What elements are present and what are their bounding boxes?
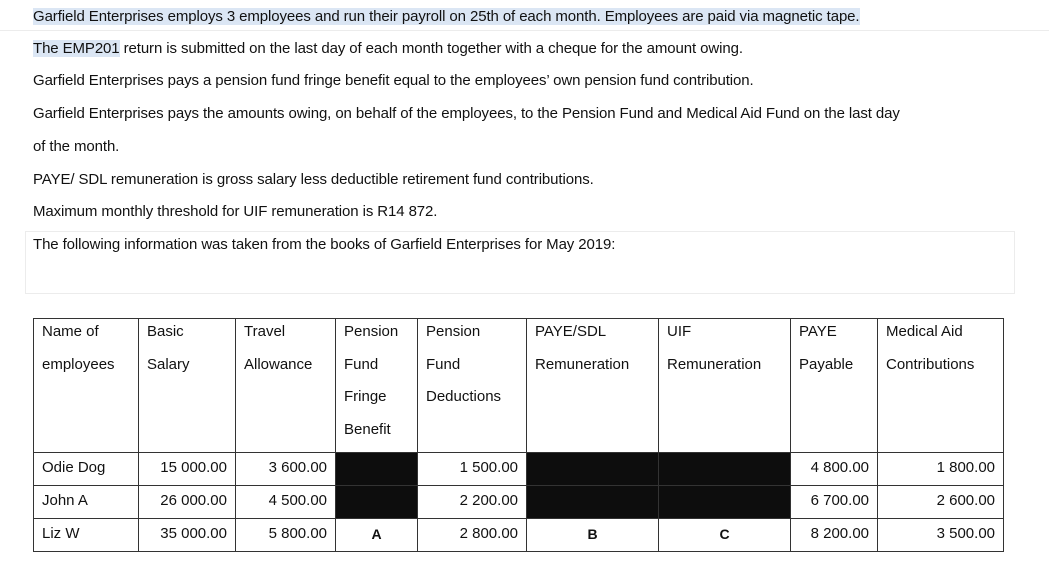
header-basic-salary: Basic Salary <box>139 319 236 453</box>
paragraph-8 <box>33 235 615 255</box>
redacted-cell <box>336 486 418 519</box>
paragraph-text: The following information was taken from the books of Garfield Enterprises for May 2019: <box>33 236 616 253</box>
header-pension-fringe: Pension Fund Fringe Benefit <box>336 319 418 453</box>
table-row <box>34 486 1004 519</box>
paragraph-1[interactable] <box>33 7 860 27</box>
redacted-cell <box>336 453 418 486</box>
paragraph-text: PAYE/ SDL remuneration is gross salary less deductible retirement fund contributions. <box>33 171 594 188</box>
header-travel-allowance: Travel Allowance <box>236 319 336 453</box>
header-medical-aid: Medical Aid Contributions <box>878 319 1004 453</box>
cell-name: Odie Dog <box>34 453 139 486</box>
header-paye-payable: PAYE Payable <box>791 319 878 453</box>
cell-deductions: 2 200.00 <box>418 486 527 519</box>
highlighted-text[interactable]: Garfield Enterprises employs 3 employees and run their payroll on 25th of each month. Employees are paid via magnetic tape. <box>33 8 860 25</box>
guide-line <box>0 30 1049 31</box>
cell-uif-placeholder: C <box>659 519 791 552</box>
cell-medical: 2 600.00 <box>878 486 1004 519</box>
cell-travel: 4 500.00 <box>236 486 336 519</box>
paragraph-text: Garfield Enterprises pays a pension fund fringe benefit equal to the employees’ own pension fund contribution. <box>33 72 754 89</box>
guide-line <box>25 231 26 293</box>
table-header-row <box>34 319 1004 453</box>
guide-line <box>25 293 1015 294</box>
payroll-table <box>33 318 1004 552</box>
paragraph-text: Maximum monthly threshold for UIF remuneration is R14 872. <box>33 203 438 220</box>
cell-fringe-placeholder: A <box>336 519 418 552</box>
redacted-cell <box>527 486 659 519</box>
header-pension-deductions: Pension Fund Deductions <box>418 319 527 453</box>
cell-deductions: 1 500.00 <box>418 453 527 486</box>
redacted-cell <box>659 453 791 486</box>
paragraph-2[interactable] <box>33 39 743 59</box>
header-name: Name of employees <box>34 319 139 453</box>
cell-paye: 8 200.00 <box>791 519 878 552</box>
cell-medical: 3 500.00 <box>878 519 1004 552</box>
cell-basic: 26 000.00 <box>139 486 236 519</box>
paragraph-3 <box>33 71 754 91</box>
cell-paye: 6 700.00 <box>791 486 878 519</box>
cell-basic: 15 000.00 <box>139 453 236 486</box>
table-row <box>34 453 1004 486</box>
paragraph-text: of the month. <box>33 138 120 155</box>
highlighted-text[interactable]: The EMP201 <box>33 40 120 57</box>
paragraph-4 <box>33 104 900 124</box>
table-row <box>34 519 1004 552</box>
guide-line <box>1014 231 1015 293</box>
cell-name: John A <box>34 486 139 519</box>
paragraph-6 <box>33 170 594 190</box>
cell-travel: 5 800.00 <box>236 519 336 552</box>
paragraph-text: Garfield Enterprises pays the amounts owing, on behalf of the employees, to the Pension Fund and Medical Aid Fund on the last day <box>33 105 900 122</box>
paragraph-7 <box>33 202 437 222</box>
paragraph-5 <box>33 137 119 157</box>
redacted-cell <box>659 486 791 519</box>
cell-paye: 4 800.00 <box>791 453 878 486</box>
header-uif: UIF Remuneration <box>659 319 791 453</box>
cell-basic: 35 000.00 <box>139 519 236 552</box>
cell-medical: 1 800.00 <box>878 453 1004 486</box>
paragraph-text: return is submitted on the last day of each month together with a cheque for the amount owing. <box>119 40 743 57</box>
header-paye-sdl: PAYE/SDL Remuneration <box>527 319 659 453</box>
cell-name: Liz W <box>34 519 139 552</box>
cell-travel: 3 600.00 <box>236 453 336 486</box>
cell-paye-sdl-placeholder: B <box>527 519 659 552</box>
cell-deductions: 2 800.00 <box>418 519 527 552</box>
redacted-cell <box>527 453 659 486</box>
guide-line <box>25 231 1015 232</box>
